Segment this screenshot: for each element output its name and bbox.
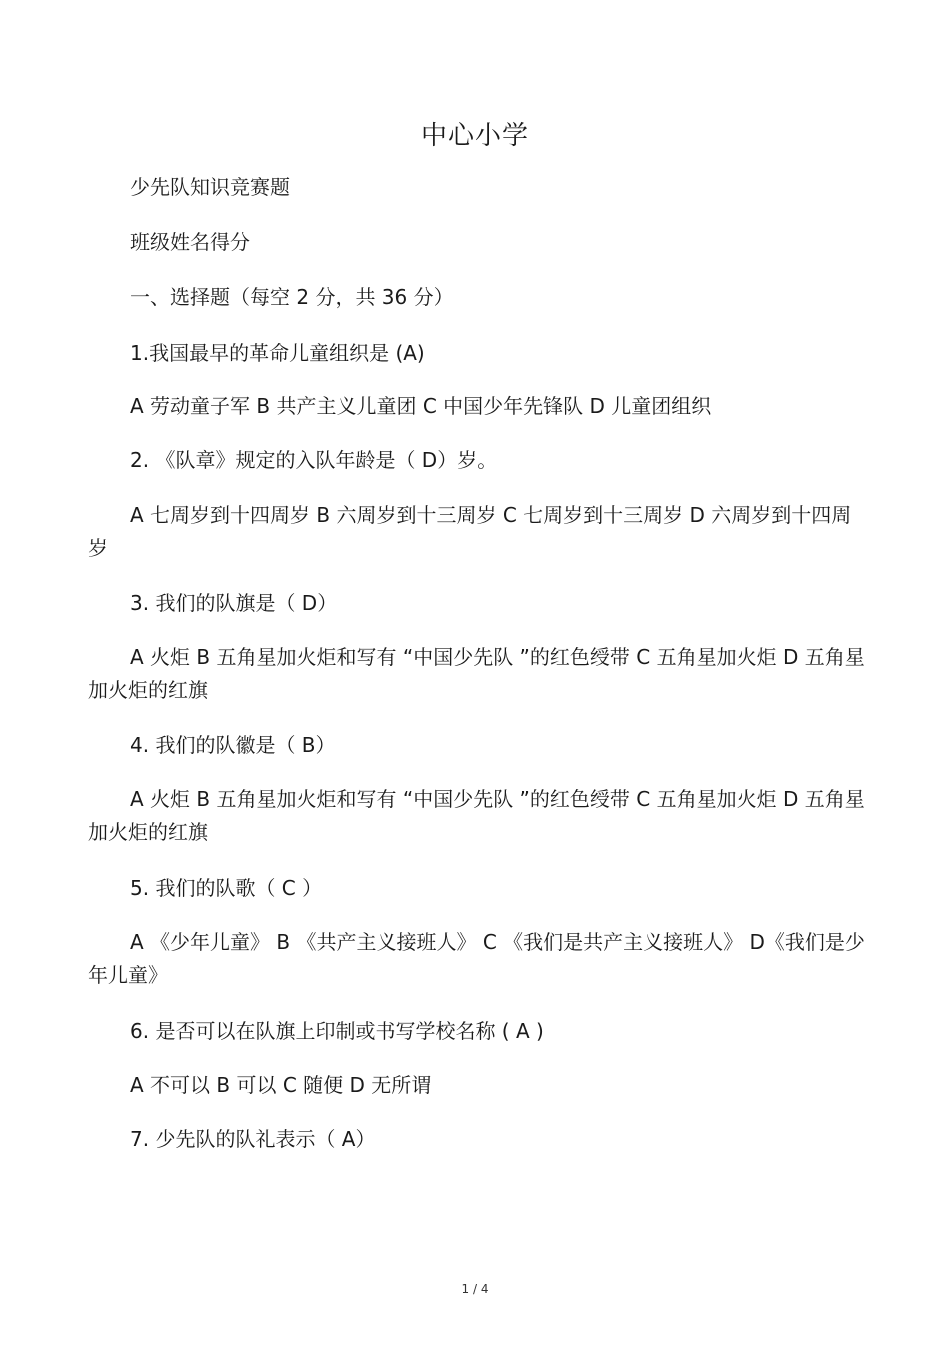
question-3: 3. 我们的队旗是（ D） (130, 591, 338, 615)
question-1: 1.我国最早的革命儿童组织是 (A) (130, 341, 425, 365)
options-1: A 劳动童子军 B 共产主义儿童团 C 中国少年先锋队 D 儿童团组织 (130, 394, 712, 418)
options-6: A 不可以 B 可以 C 随便 D 无所谓 (130, 1073, 432, 1097)
document-subtitle: 少先队知识竞赛题 (130, 175, 290, 199)
question-2: 2. 《队章》规定的入队年龄是（ D）岁。 (130, 448, 498, 472)
question-4: 4. 我们的队徽是（ B） (130, 733, 336, 757)
question-7: 7. 少先队的队礼表示（ A） (130, 1127, 376, 1151)
options-5: A 《少年儿童》 B 《共产主义接班人》 C 《我们是共产主义接班人》 D《我们是少年儿童》 (88, 930, 865, 987)
page-number: 1 / 4 (461, 1282, 489, 1296)
options-3: A 火炬 B 五角星加火炬和写有 “中国少先队 ”的红色绶带 C 五角星加火炬 D 五角星加火炬的红旗 (88, 645, 865, 702)
options-2: A 七周岁到十四周岁 B 六周岁到十三周岁 C 七周岁到十三周岁 D 六周岁到十四周岁 (88, 503, 852, 560)
question-6: 6. 是否可以在队旗上印制或书写学校名称 ( A ) (130, 1019, 544, 1043)
section-heading: 一、选择题（每空 2 分，共 36 分） (130, 285, 454, 309)
class-name-score-line: 班级姓名得分 (130, 230, 250, 254)
document-title: 中心小学 (420, 121, 529, 151)
options-4: A 火炬 B 五角星加火炬和写有 “中国少先队 ”的红色绶带 C 五角星加火炬 D 五角星加火炬的红旗 (88, 787, 865, 844)
question-5: 5. 我们的队歌（ C ） (130, 876, 323, 900)
